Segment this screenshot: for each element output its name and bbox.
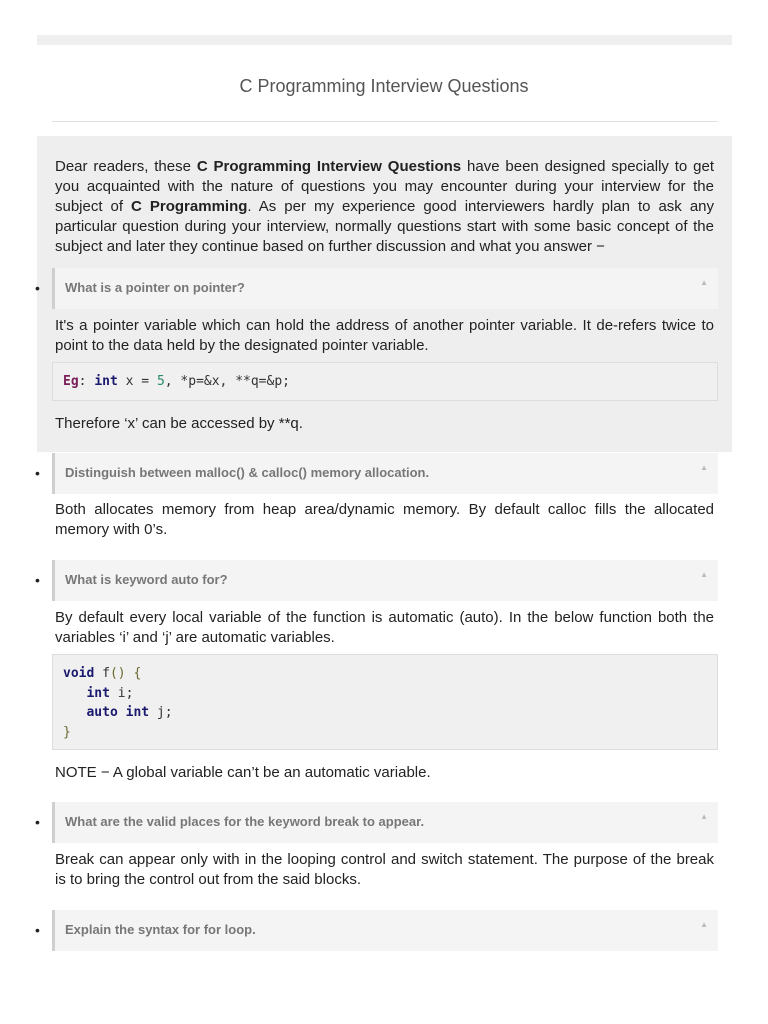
answer-text: Both allocates memory from heap area/dynamic memory. By default calloc fills the allocated memory with 0’s.: [55, 501, 714, 538]
question-toggle[interactable]: [52, 453, 718, 494]
page-title: C Programming Interview Questions: [239, 76, 529, 96]
answer-text: It's a pointer variable which can hold the address of another pointer variable. It de-refers twice to point to the data held by the designated pointer variable.: [55, 317, 714, 354]
answer-note: Therefore ‘x’ can be accessed by **q.: [55, 415, 303, 432]
answer-text: By default every local variable of the function is automatic (auto). In the below function both the variables ‘i’ and ‘j’ are automatic variables.: [55, 609, 714, 646]
question-text: What is keyword auto for?: [65, 572, 228, 587]
question-text: What is a pointer on pointer?: [65, 280, 245, 295]
bullet: •: [35, 572, 40, 588]
collapse-arrow-icon: ▲: [700, 570, 708, 579]
question-text: Distinguish between malloc() & calloc() memory allocation.: [65, 465, 430, 480]
top-bar: [37, 35, 732, 45]
question-text: What are the valid places for the keyword break to appear.: [65, 814, 425, 829]
question-toggle[interactable]: [52, 910, 718, 951]
question-toggle[interactable]: [52, 560, 718, 601]
bullet: •: [35, 814, 40, 830]
code-block: void f() { int i; auto int j; }: [52, 654, 718, 750]
collapse-arrow-icon: ▲: [700, 278, 708, 287]
intro-paragraph: Dear readers, these C Programming Interview Questions have been designed specially to get you acquainted with the nature of questions you may encounter during your interview for the subject of C Programming. As per my experience good interviewers hardly plan to ask any particular question during your interview, normally questions start with some basic concept of the subject and later they continue based on further discussion and what you answer −: [55, 158, 715, 255]
bullet: •: [35, 465, 40, 481]
question-toggle[interactable]: [52, 268, 718, 309]
answer-note: NOTE − A global variable can’t be an automatic variable.: [55, 764, 431, 781]
collapse-arrow-icon: ▲: [700, 920, 708, 929]
divider: [52, 121, 718, 122]
question-toggle[interactable]: [52, 802, 718, 843]
bullet: •: [35, 280, 40, 296]
code-block: Eg: int x = 5, *p=&x, **q=&p;: [52, 362, 718, 401]
answer-text: Break can appear only with in the looping control and switch statement. The purpose of the break is to bring the control out from the said blocks.: [55, 851, 714, 888]
question-text: Explain the syntax for for loop.: [65, 922, 256, 937]
bullet: •: [35, 922, 40, 938]
collapse-arrow-icon: ▲: [700, 463, 708, 472]
collapse-arrow-icon: ▲: [700, 812, 708, 821]
